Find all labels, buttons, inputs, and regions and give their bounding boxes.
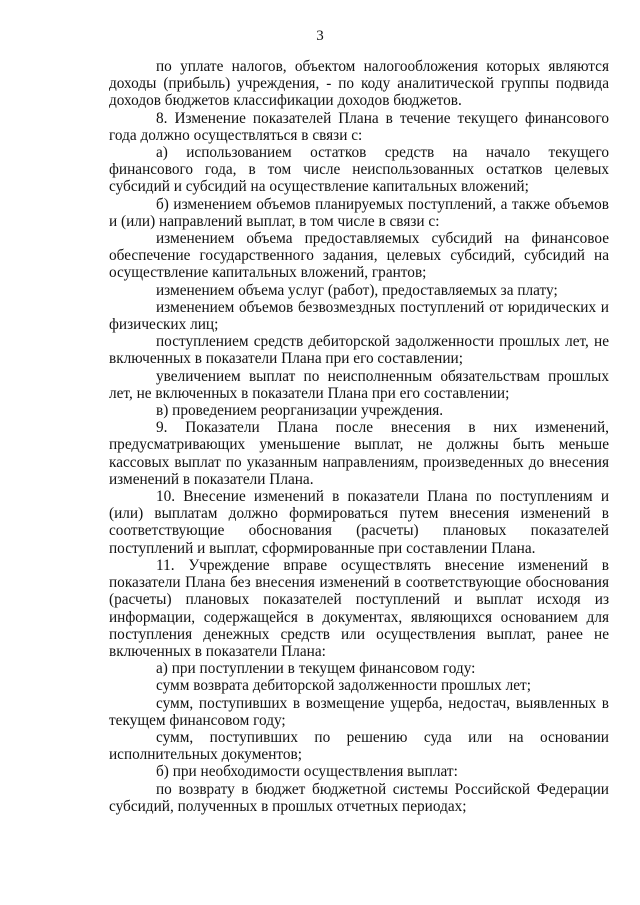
paragraph-item-8a: а) использованием остатков средств на начало текущего финансового года, в том числе неиспользованных остатков целевых субсидий и субсидий на осуществление капитальных вложений; bbox=[109, 144, 609, 196]
paragraph-damage-compensation: сумм, поступивших в возмещение ущерба, недостач, выявленных в текущем финансовом году; bbox=[109, 694, 609, 729]
paragraph-gratuitous-receipts: изменением объемов безвозмездных поступлений от юридических и физических лиц; bbox=[109, 298, 609, 334]
paragraph-item-8: 8. Изменение показателей Плана в течение текущего финансового года должно осуществляться в связи с: bbox=[109, 109, 609, 144]
paragraph-subsidy-change: изменением объема предоставляемых субсидий на финансовое обеспечение государственного задания, целевых субсидий, субсидий на осуществление капитальных вложений, грантов; bbox=[109, 230, 609, 282]
paragraph-item-11a: а) при поступлении в текущем финансовом году: bbox=[156, 660, 476, 678]
paragraph-receivables: поступлением средств дебиторской задолженности прошлых лет, не включенных в показатели Плана при его составлении; bbox=[109, 333, 609, 368]
paragraph-services-change: изменением объема услуг (работ), предоставляемых за плату; bbox=[156, 281, 558, 299]
paragraph-tax-payment: по уплате налогов, объектом налогообложения которых являются доходы (прибыль) учреждения, - по коду аналитической группы подвида доходов бюджетов классификации доходов бюджетов. bbox=[109, 58, 609, 110]
paragraph-item-9: 9. Показатели Плана после внесения в них изменений, предусматривающих уменьшение выплат, не должны быть меньше кассовых выплат по указанным направлениям, произведенных до внесения изменений в показатели Плана. bbox=[109, 419, 609, 488]
paragraph-court-decision: сумм, поступивших по решению суда или на основании исполнительных документов; bbox=[109, 728, 609, 764]
paragraph-item-11b: б) при необходимости осуществления выплат: bbox=[156, 763, 458, 781]
paragraph-unfulfilled-obligations: увеличением выплат по неисполненным обязательствам прошлых лет, не включенных в показатели Плана при его составлении; bbox=[109, 367, 609, 402]
paragraph-item-11: 11. Учреждение вправе осуществлять внесение изменений в показатели Плана без внесения изменений в соответствующие обоснования (расчеты) плановых показателей поступлений и выплат исходя из информации, содержащейся в документах, являющихся основанием для поступления денежных средств или осуществления выплат, ранее не включенных в показатели Плана: bbox=[109, 556, 609, 660]
page-number: 3 bbox=[316, 28, 324, 44]
paragraph-budget-return: по возврату в бюджет бюджетной системы Российской Федерации субсидий, полученных в прошлых отчетных периодах; bbox=[109, 780, 609, 815]
paragraph-item-8v: в) проведением реорганизации учреждения. bbox=[156, 402, 444, 420]
paragraph-item-10: 10. Внесение изменений в показатели Плана по поступлениям и (или) выплатам должно формироваться путем внесения изменений в соответствующие обоснования (расчеты) плановых показателей поступлений и выплат, сформированные при составлении Плана. bbox=[109, 488, 609, 557]
paragraph-item-8b: б) изменением объемов планируемых поступлений, а также объемов и (или) направлений выплат, в том числе в связи с: bbox=[109, 195, 609, 230]
document-body bbox=[109, 58, 609, 815]
paragraph-receivables-return: сумм возврата дебиторской задолженности прошлых лет; bbox=[156, 677, 531, 695]
